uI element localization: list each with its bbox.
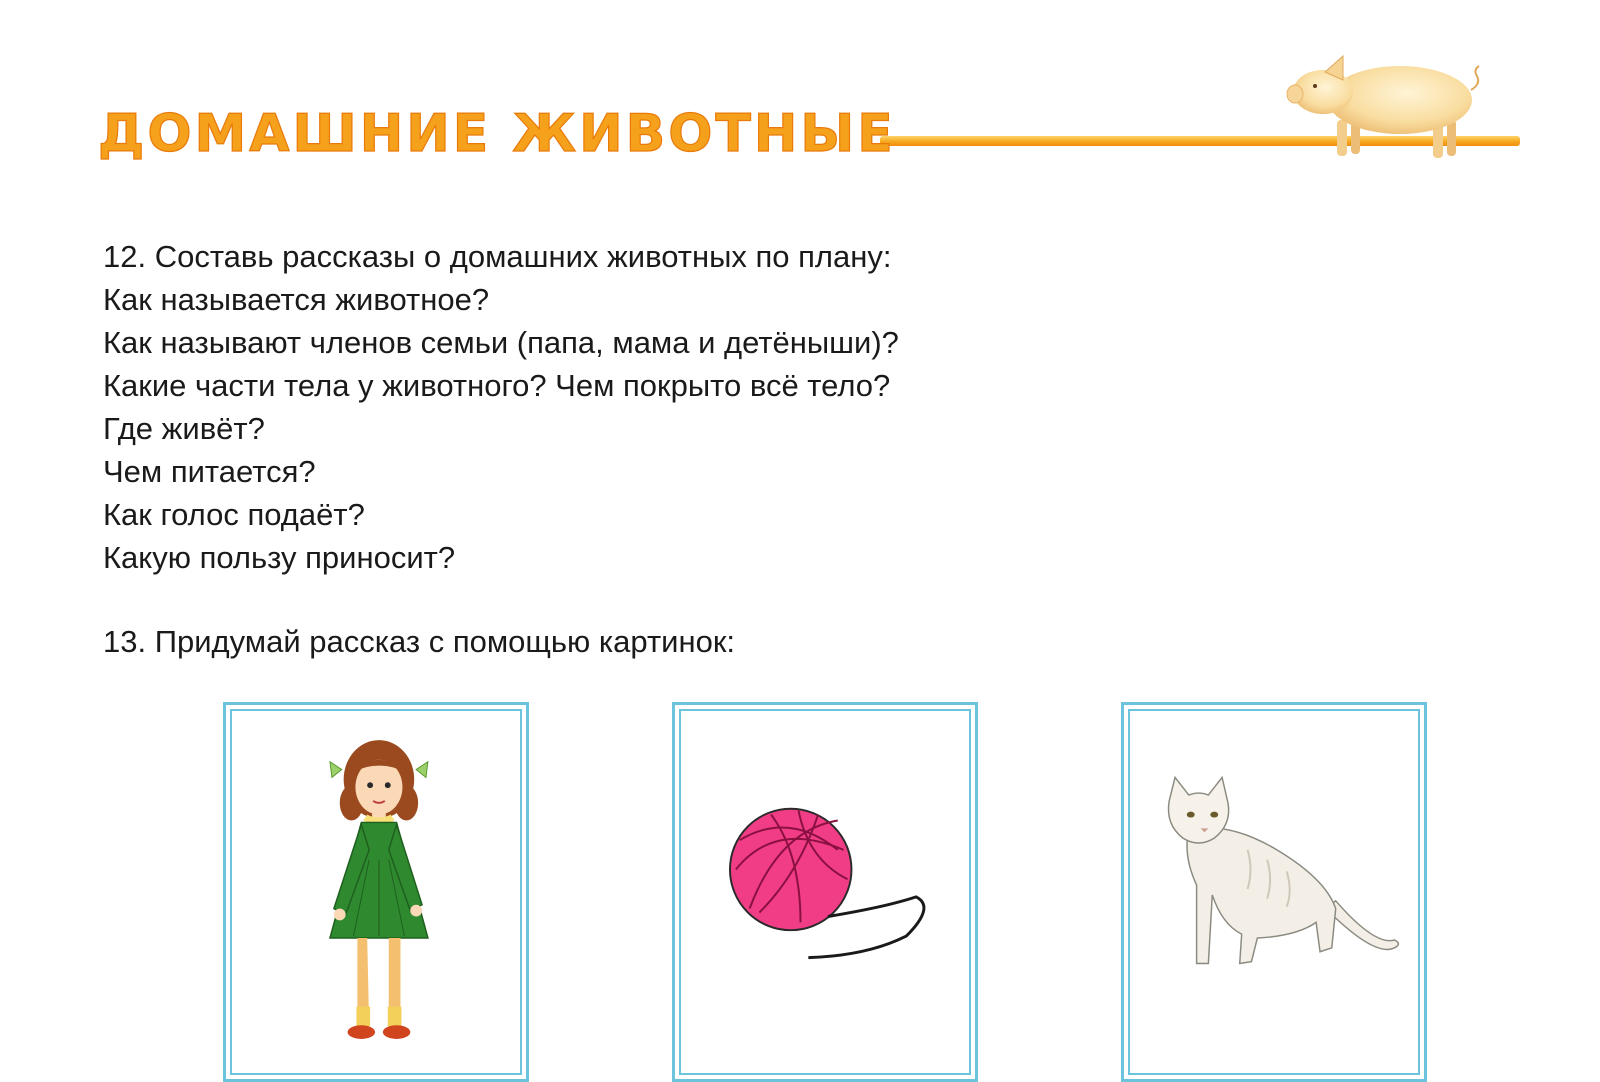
- plan-question: Как голос подаёт?: [103, 497, 365, 532]
- page-title: ДОМАШНИЕ ЖИВОТНЫЕ: [98, 104, 896, 164]
- plan-question: Чем питается?: [103, 454, 316, 489]
- task-12: [103, 235, 899, 579]
- plan-question: Какие части тела у животного? Чем покрыто всё тело?: [103, 368, 891, 403]
- cat-icon: [1130, 711, 1418, 1073]
- task-12-heading: 12. Составь рассказы о домашних животных по плану:: [103, 239, 892, 274]
- plan-question: Какую пользу приносит?: [103, 540, 456, 575]
- picture-frame-cat: [1121, 702, 1427, 1082]
- girl-icon: [232, 711, 520, 1073]
- picture-frame-girl: [223, 702, 529, 1082]
- task-13-heading: 13. Придумай рассказ с помощью картинок:: [103, 624, 736, 659]
- yarn-ball-icon: [681, 711, 969, 1073]
- plan-question: Как называется животное?: [103, 282, 490, 317]
- plan-question: Где живёт?: [103, 411, 265, 446]
- picture-frame-yarn: [672, 702, 978, 1082]
- plan-question: Как называют членов семьи (папа, мама и детёныши)?: [103, 325, 899, 360]
- pig-icon: [1285, 50, 1490, 168]
